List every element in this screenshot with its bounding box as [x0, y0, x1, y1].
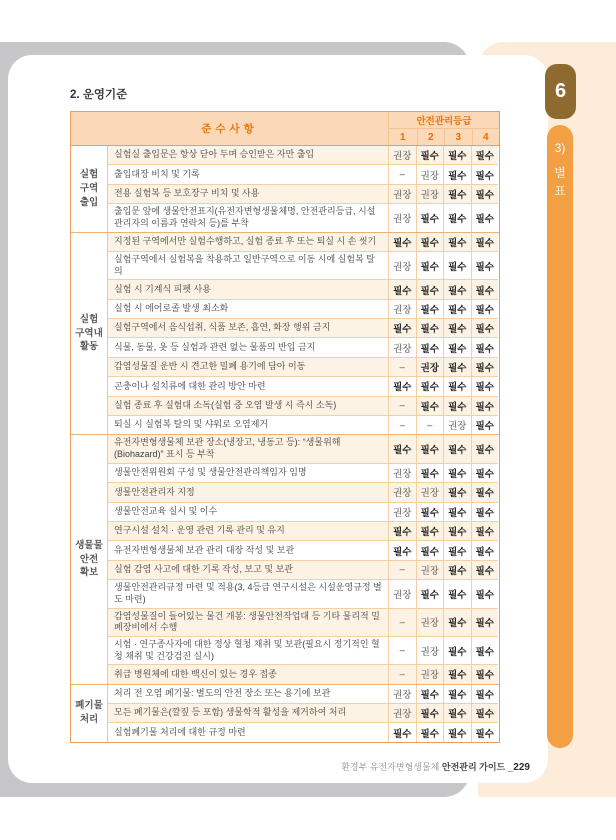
group-rows — [108, 435, 498, 683]
grade-cell: 필수 — [388, 233, 416, 251]
grade-cell: 필수 — [443, 146, 471, 164]
table-row — [108, 521, 498, 540]
grade-cell: 필수 — [471, 685, 499, 703]
grade-cell: 권장 — [416, 483, 444, 501]
item-text: 모든 폐기물은(깔짚 등 포함) 생물학적 활성을 제거하여 처리 — [114, 707, 347, 718]
table-row — [108, 184, 498, 203]
grade-cell: 필수 — [443, 397, 471, 415]
item-text: 생물안전교육 실시 및 이수 — [114, 505, 218, 516]
table-row — [108, 299, 498, 318]
grade-cell: 권장 — [388, 185, 416, 203]
grade-cell: 필수 — [471, 338, 499, 356]
table-row — [108, 579, 498, 607]
grade-cell: 필수 — [416, 435, 444, 462]
grade-columns-header — [389, 112, 499, 145]
grade-cell: 필수 — [388, 723, 416, 741]
grade-cell: – — [388, 637, 416, 664]
grade-cell: 필수 — [471, 252, 499, 279]
grade-cell: 필수 — [443, 464, 471, 482]
table-header — [71, 112, 499, 146]
grade-cell: 필수 — [471, 204, 499, 231]
grade-cell: 권장 — [443, 416, 471, 434]
table-row — [108, 376, 498, 395]
grade-cell: 권장 — [416, 665, 444, 683]
grade-cell: 필수 — [416, 685, 444, 703]
grade-cell: 필수 — [388, 522, 416, 540]
chapter-number-tab — [545, 64, 576, 119]
grade-cell: 필수 — [416, 146, 444, 164]
grade-cell: 필수 — [416, 522, 444, 540]
item-text: 연구시설 설치 · 운영 관련 기록 관리 및 유지 — [114, 525, 285, 536]
grade-cell: 필수 — [416, 464, 444, 482]
grade-cell: 필수 — [443, 522, 471, 540]
table-row — [108, 664, 498, 683]
section-tab-number: 3) — [554, 141, 566, 155]
grade-cell: 권장 — [388, 252, 416, 279]
table-row — [108, 279, 498, 298]
page-footer — [341, 760, 530, 773]
table-row — [108, 435, 498, 462]
grade-cell: 필수 — [471, 637, 499, 664]
table-row — [108, 415, 498, 434]
item-text: 곤충이나 설치류에 대한 관리 방안 마련 — [114, 380, 266, 391]
grade-col-1: 1 — [399, 131, 406, 143]
grade-cell: 필수 — [471, 397, 499, 415]
footer-guide-title: 안전관리 가이드 — [441, 762, 508, 772]
grade-cell: 필수 — [416, 338, 444, 356]
grade-cell: 필수 — [443, 252, 471, 279]
item-text: 시험 · 연구종사자에 대한 정상 혈청 채취 및 보관(필요시 정기적인 혈청 채취 및 건강검진 실시) — [114, 638, 380, 661]
table-row — [108, 463, 498, 482]
table-row — [108, 357, 498, 376]
grade-cell: 필수 — [443, 280, 471, 298]
grade-cell: 권장 — [416, 561, 444, 579]
grade-cell: 필수 — [471, 464, 499, 482]
table-row — [108, 233, 498, 251]
table-body — [71, 146, 499, 742]
group-label: 생물물 안전 확보 — [71, 435, 108, 683]
item-text: 실험구역에서 음식섭취, 식품 보존, 흡연, 화장 행위 금지 — [114, 322, 331, 333]
table-row — [108, 337, 498, 356]
item-text: 실험실 출입문은 항상 닫아 두며 승인받은 자만 출입 — [114, 149, 315, 160]
grade-cell: 필수 — [471, 146, 499, 164]
grade-cell: 필수 — [443, 723, 471, 741]
chapter-number: 6 — [554, 80, 567, 102]
grade-cell: 필수 — [471, 358, 499, 376]
grade-cell: 필수 — [416, 377, 444, 395]
item-text: 생물안전관리규정 마련 및 적용(3, 4등급 연구시설은 시설운영규정 별도 마련) — [114, 582, 382, 604]
grade-col-2: 2 — [417, 129, 445, 145]
grade-cell: 필수 — [471, 665, 499, 683]
footer-text: 환경부 유전자변형생물체 — [341, 762, 442, 772]
table-row — [108, 703, 498, 722]
grade-cell: 필수 — [443, 338, 471, 356]
grade-col-4: 4 — [472, 129, 500, 145]
grade-cell: 필수 — [443, 483, 471, 501]
grade-cell: 필수 — [416, 704, 444, 722]
grade-cell: 필수 — [443, 204, 471, 231]
group-rows — [108, 233, 498, 435]
grade-cell: 필수 — [443, 358, 471, 376]
grade-cell: 필수 — [416, 723, 444, 741]
table-group — [71, 434, 499, 683]
grade-cell: 필수 — [471, 185, 499, 203]
grade-cell: 필수 — [443, 609, 471, 636]
grade-cell: 필수 — [471, 435, 499, 462]
item-text: 실험 시 에어로졸 발생 최소화 — [114, 303, 229, 314]
table-row — [108, 608, 498, 636]
table-row — [108, 502, 498, 521]
grade-cell: 권장 — [388, 704, 416, 722]
table-row — [108, 636, 498, 664]
item-text: 식물, 동물, 옷 등 실험과 관련 없는 물품의 반입 금지 — [114, 341, 316, 352]
item-text: 취급 병원체에 대한 백신이 있는 경우 접종 — [114, 668, 277, 679]
grade-cell: 권장 — [388, 685, 416, 703]
grade-cell: 필수 — [443, 319, 471, 337]
table-row — [108, 482, 498, 501]
grade-cell: 필수 — [416, 204, 444, 231]
table-row — [108, 396, 498, 415]
table-group — [71, 232, 499, 435]
item-text: 출입문 앞에 생물안전표지(유전자변형생물체명, 안전관리등급, 시설관리자의 이름과 연락처 등)를 부착 — [114, 206, 376, 228]
item-text: 생물안전위원회 구성 및 생물안전관리책임자 임명 — [114, 467, 307, 478]
grade-cell: 필수 — [416, 280, 444, 298]
grade-cell: 필수 — [471, 416, 499, 434]
grade-cell: 권장 — [388, 204, 416, 231]
grade-cell: 필수 — [471, 483, 499, 501]
grade-cell: 권장 — [388, 338, 416, 356]
item-text: 유전자변형생물체 보관 관리 대장 작성 및 보관 — [114, 544, 295, 555]
grade-cell: 권장 — [388, 146, 416, 164]
grade-cell: 필수 — [388, 541, 416, 559]
table-row — [108, 203, 498, 231]
grade-cell: – — [388, 665, 416, 683]
grade-cell: 필수 — [443, 561, 471, 579]
grade-cell: 필수 — [471, 704, 499, 722]
item-column-header: 준수사항 — [71, 112, 389, 145]
table-row — [108, 146, 498, 164]
section-tab-char: 표 — [554, 184, 566, 199]
grade-cell: 필수 — [471, 280, 499, 298]
table-row — [108, 722, 498, 741]
group-rows — [108, 146, 498, 232]
group-rows — [108, 685, 498, 742]
grade-cell: 필수 — [443, 435, 471, 462]
item-text: 감염성물질이 들어있는 물건 개봉: 생물안전작업대 등 기타 물리적 밀폐장비에서 수행 — [114, 610, 380, 633]
grade-cell: 권장 — [416, 165, 444, 183]
item-text: 실험 종료 후 실험대 소독(실험 중 오염 발생 시 즉시 소독) — [114, 400, 337, 410]
grade-cell: 필수 — [471, 377, 499, 395]
grade-cell: 필수 — [443, 665, 471, 683]
grade-cell: 필수 — [443, 233, 471, 251]
grade-cell: 필수 — [443, 685, 471, 703]
item-text: 출입대장 비치 및 기록 — [114, 168, 200, 179]
item-text: 지정된 구역에서만 실험수행하고, 실험 종료 후 또는 퇴실 시 손 씻기 — [114, 235, 377, 246]
table-row — [108, 164, 498, 183]
item-text: 처리 전 오염 폐기물: 별도의 안전 장소 또는 용기에 보관 — [114, 688, 331, 699]
grade-cell: – — [416, 416, 444, 434]
grade-cell: 필수 — [388, 377, 416, 395]
section-index-tab — [547, 125, 573, 748]
grade-col-3: 3 — [444, 129, 472, 145]
grade-cell: 필수 — [416, 397, 444, 415]
grade-cell: 권장 — [388, 300, 416, 318]
grade-cell: 필수 — [443, 637, 471, 664]
grade-cell: 필수 — [443, 503, 471, 521]
page-title: 2. 운영기준 — [70, 89, 128, 101]
item-text: 실험폐기물 처리에 대한 규정 마련 — [114, 726, 246, 737]
grade-cell: 필수 — [388, 319, 416, 337]
grade-cell: 필수 — [471, 503, 499, 521]
grade-cell: 필수 — [416, 541, 444, 559]
table-row — [108, 540, 498, 559]
grade-cell: 필수 — [471, 561, 499, 579]
grade-cell: 권장 — [416, 358, 444, 376]
grade-cell: 필수 — [416, 580, 444, 607]
grade-cell: 필수 — [443, 377, 471, 395]
grade-cell: – — [388, 165, 416, 183]
item-text: 전용 실험복 등 보호장구 비치 및 사용 — [114, 188, 260, 199]
group-label: 폐기물 처리 — [71, 685, 108, 742]
table-group — [71, 146, 499, 232]
item-text: 생물안전관리자 지정 — [114, 486, 195, 497]
grade-cell: 필수 — [471, 609, 499, 636]
grade-cell: 필수 — [388, 435, 416, 462]
group-label: 실험 구역내 활동 — [71, 233, 108, 435]
table-row — [108, 685, 498, 703]
grade-cell: 필수 — [471, 580, 499, 607]
grade-cell: – — [388, 358, 416, 376]
grade-cell: – — [388, 561, 416, 579]
grade-cell: 필수 — [471, 165, 499, 183]
grade-cell: 필수 — [471, 233, 499, 251]
grade-cell: 필수 — [388, 280, 416, 298]
page-number: _229 — [507, 762, 530, 773]
item-text: 유전자변형생물체 보관 장소(냉장고, 냉동고 등): “생물위해(Biohazard)” 표시 등 부착 — [114, 437, 341, 460]
item-text: 퇴실 시 실험복 탈의 및 샤워로 오염제거 — [114, 419, 269, 430]
group-label: 실험 구역 출입 — [71, 146, 108, 232]
grade-cell: 권장 — [416, 637, 444, 664]
grade-cell: 필수 — [416, 300, 444, 318]
item-text: 실험구역에서 실험복을 착용하고 일반구역으로 이동 시에 실험복 탈의 — [114, 253, 375, 276]
section-tab-char: 별 — [554, 165, 566, 180]
table-row — [108, 560, 498, 579]
grade-cell: 필수 — [471, 541, 499, 559]
grade-cell: 필수 — [443, 541, 471, 559]
grade-cell: 필수 — [416, 252, 444, 279]
grade-cell: 필수 — [443, 580, 471, 607]
grade-group-label: 안전관리등급 — [389, 112, 499, 129]
item-text: 감염성물질 운반 시 견고한 밀폐 용기에 담아 이동 — [114, 361, 306, 372]
grade-cell: 권장 — [388, 503, 416, 521]
table-row — [108, 318, 498, 337]
item-text: 실험 감염 사고에 대한 기록 작성, 보고 및 보관 — [114, 564, 293, 575]
grade-cell: 필수 — [416, 233, 444, 251]
item-text: 실험 시 기계식 피펫 사용 — [114, 283, 211, 294]
grade-cell: 필수 — [443, 185, 471, 203]
grade-cell: 권장 — [388, 580, 416, 607]
grade-cell: 필수 — [416, 319, 444, 337]
grade-cell: 필수 — [471, 300, 499, 318]
grade-cell: – — [388, 609, 416, 636]
grade-cell: 필수 — [471, 522, 499, 540]
compliance-table — [70, 111, 500, 743]
grade-cell: 필수 — [443, 704, 471, 722]
grade-cell: 권장 — [388, 464, 416, 482]
grade-cell: 필수 — [443, 165, 471, 183]
table-row — [108, 251, 498, 279]
grade-cell: 권장 — [416, 185, 444, 203]
grade-cell: 필수 — [471, 723, 499, 741]
grade-cell: 필수 — [443, 300, 471, 318]
table-group — [71, 684, 499, 742]
grade-number-row — [389, 129, 499, 145]
grade-cell: 필수 — [471, 319, 499, 337]
grade-cell: 권장 — [388, 483, 416, 501]
grade-cell: 필수 — [416, 503, 444, 521]
grade-cell: – — [388, 416, 416, 434]
grade-cell: 권장 — [416, 609, 444, 636]
grade-cell: – — [388, 397, 416, 415]
